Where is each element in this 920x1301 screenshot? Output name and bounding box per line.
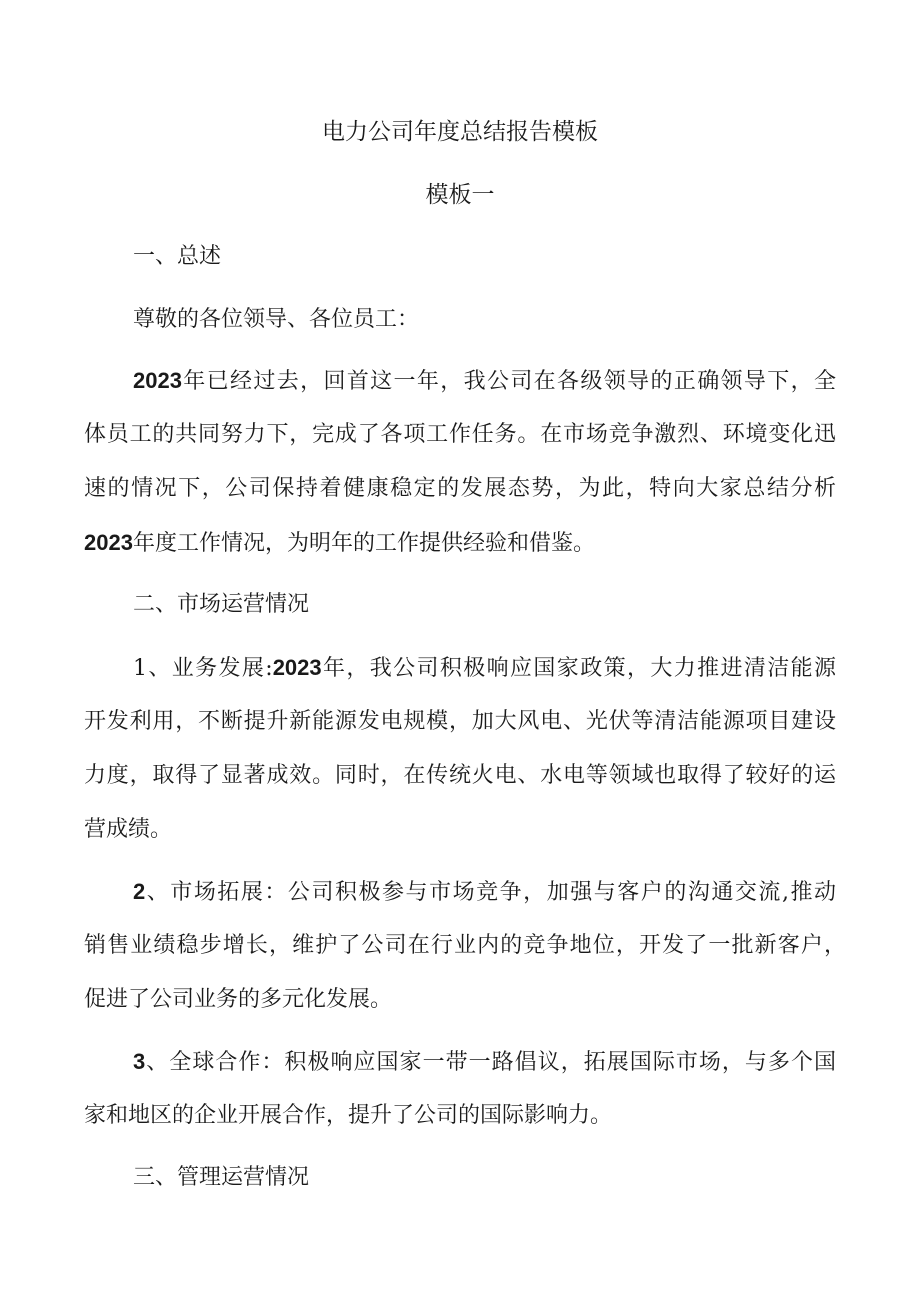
paragraph-text: 年已经过去，回首这一年，我公司在各级领导的正确领导下，全 <box>181 369 836 394</box>
document-title: 电力公司年度总结报告模板 <box>322 119 598 145</box>
paragraph-text: 、全球合作：积极响应国家一带一路倡议，拓展国际市场，与多个国 <box>145 1050 836 1075</box>
paragraph-line: 速的情况下，公司保持着健康稳定的发展态势，为此，特向大家总结分析 <box>84 476 836 501</box>
paragraph-line: 促进了公司业务的多元化发展。 <box>84 987 393 1012</box>
paragraph-line: 销售业绩稳步增长，维护了公司在行业内的竞争地位，开发了一批新客户， <box>84 933 846 958</box>
section-heading-management: 三、管理运营情况 <box>133 1165 310 1190</box>
paragraph-line <box>133 652 836 685</box>
paragraph-line: 体员工的共同努力下，完成了各项工作任务。在市场竞争激烈、环境变化迅 <box>84 422 836 447</box>
paragraph-line <box>133 1046 836 1079</box>
paragraph-line: 家和地区的企业开展合作，提升了公司的国际影响力。 <box>84 1103 613 1128</box>
paragraph-line <box>84 527 595 560</box>
paragraph-text: 、市场拓展：公司积极参与市场竞争，加强与客户的沟通交流,推动 <box>145 880 836 905</box>
item-prefix: 1、业务发展: <box>133 656 273 681</box>
paragraph-line: 开发利用，不断提升新能源发电规模，加大风电、光伏等清洁能源项目建设 <box>84 709 836 734</box>
section-heading-overview: 一、总述 <box>133 244 222 269</box>
paragraph-text: 年，我公司积极响应国家政策，大力推进清洁能源 <box>321 656 836 681</box>
paragraph-text: 年度工作情况，为明年的工作提供经验和借鉴。 <box>132 531 595 556</box>
paragraph-line <box>133 876 836 909</box>
paragraph-line <box>133 365 836 398</box>
document-subtitle: 模板一 <box>425 182 495 208</box>
item-number: 3 <box>133 1049 146 1074</box>
item-number: 2 <box>133 879 146 904</box>
section-heading-market: 二、市场运营情况 <box>133 592 310 617</box>
year-number: 2023 <box>133 368 182 393</box>
year-number: 2023 <box>272 655 322 680</box>
greeting-line: 尊敬的各位领导、各位员工： <box>133 307 420 332</box>
paragraph-line: 营成绩。 <box>84 817 173 842</box>
paragraph-line: 力度，取得了显著成效。同时，在传统火电、水电等领域也取得了较好的运 <box>84 763 836 788</box>
year-number: 2023 <box>84 530 133 555</box>
